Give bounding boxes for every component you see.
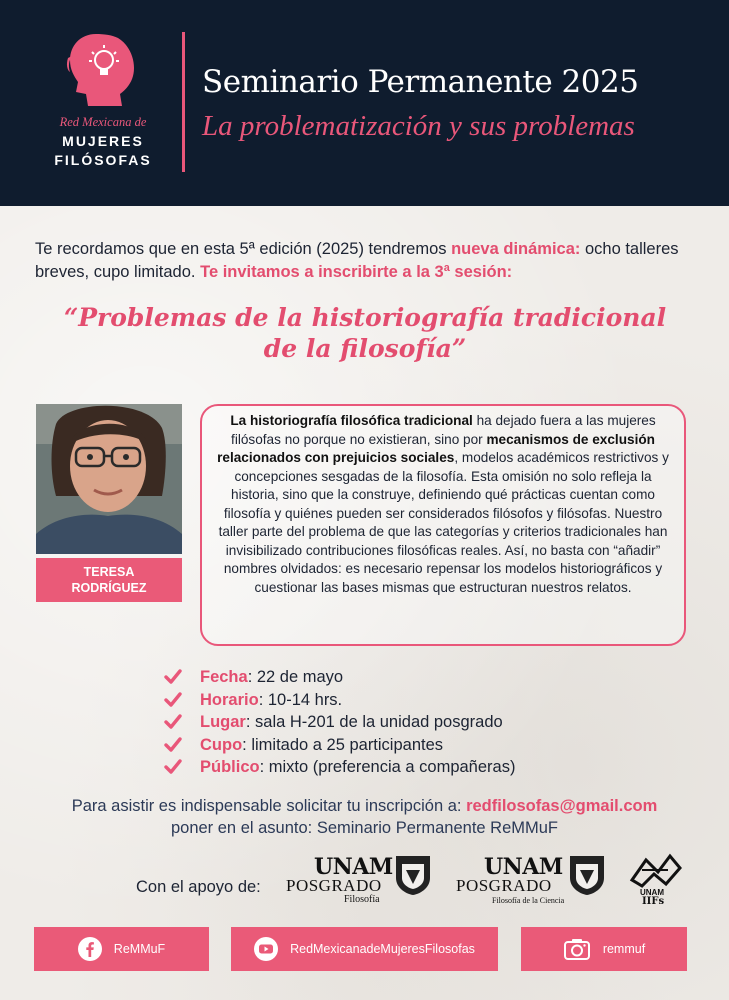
instagram-handle: remmuf (602, 942, 646, 956)
speaker-last-name: RODRÍGUEZ (71, 581, 147, 595)
registration-subject: poner en el asunto: Seminario Permanente ReMMuF (170, 819, 559, 837)
description-text-2: , modelos académicos restrictivos y concepciones sesgadas de la filosofía. Esta omisión no solo refleja la historia, sino que la construye, definiendo qué prácticas cuentan como filosofía y quiénes pueden ser considerados filósofos y filósofas. Nuestro taller parte del problema de que las categorías y criterios tradicionales han invisibilizado contribuciones filosóficas reales. Así, no basta con “añadir” nombres olvidados: es necesario repensar los modelos historiográficos y cuestionar las bases mismas que estructuran nuestros relatos. (218, 450, 669, 595)
session-title (40, 302, 690, 364)
header-banner (0, 0, 729, 206)
session-title-line2: de la filosofía” (263, 334, 467, 363)
detail-label: Lugar (200, 713, 246, 731)
camera-icon (563, 937, 591, 961)
intro-highlight-1: nueva dinámica: (451, 240, 581, 258)
detail-label: Horario (200, 690, 259, 709)
detail-label: Fecha (200, 668, 248, 686)
unam-shield-icon (568, 854, 606, 896)
intro-text-2: ocho talleres breves, cupo limitado. (35, 240, 679, 281)
detail-capacity (164, 734, 644, 757)
woman-head-lightbulb-icon (66, 30, 140, 108)
detail-label: Público (200, 758, 260, 776)
check-icon (164, 669, 182, 685)
facebook-link[interactable] (34, 927, 209, 971)
registration-email-link[interactable]: redfilosofas@gmail.com (466, 797, 658, 815)
page-subtitle: La problematización y sus problemas (202, 110, 635, 142)
unam-iifs-logo (628, 852, 684, 908)
intro-highlight-2: Te invitamos a inscribirte a la 3ª sesión: (200, 263, 513, 281)
detail-value: : 10-14 hrs. (258, 690, 343, 709)
check-icon (164, 759, 182, 775)
description-box (200, 404, 686, 646)
page-title: Seminario Permanente 2025 (202, 64, 639, 100)
logo-unam-text: UNAM (314, 854, 393, 880)
registration-line1 (20, 795, 709, 817)
logo-posgrado-text: POSGRADO (286, 876, 382, 895)
org-name-line1: MUJERES (62, 133, 144, 149)
iifs-emblem-icon (628, 852, 684, 888)
speaker-photo (36, 404, 182, 554)
detail-place (164, 711, 644, 734)
youtube-handle: RedMexicanadeMujeresFilosofas (290, 942, 475, 956)
description-bold-1: La historiografía filosófica tradicional (230, 413, 473, 428)
unam-posgrado-filosofia-logo (286, 854, 436, 906)
instagram-link[interactable] (521, 927, 687, 971)
detail-value: : limitado a 25 participantes (242, 735, 444, 754)
iifs-unam-text: UNAM (640, 888, 664, 897)
check-icon (164, 714, 182, 730)
speaker-first-name: TERESA (83, 565, 135, 579)
detail-date (164, 666, 644, 689)
description-text-1: ha dejado fuera a las mujeres filósofas no porque no existieran, sino por (231, 413, 656, 447)
iifs-text: IIFs (642, 896, 665, 907)
org-name-line2: FILÓSOFAS (54, 152, 152, 168)
registration-info (20, 795, 709, 839)
youtube-link[interactable] (231, 927, 498, 971)
detail-time (164, 689, 644, 712)
speaker-name-badge (36, 558, 182, 602)
facebook-handle: ReMMuF (113, 942, 166, 956)
registration-text: Para asistir es indispensable solicitar tu inscripción a: (71, 797, 467, 815)
logo-unam-text: UNAM (484, 854, 563, 880)
detail-label: Cupo (200, 735, 243, 754)
intro-text-1: Te recordamos que en esta 5ª edición (2025) tendremos (35, 240, 452, 258)
facebook-icon (78, 937, 102, 961)
event-details-list (164, 666, 644, 779)
detail-value: : mixto (preferencia a compañeras) (259, 758, 516, 776)
check-icon (164, 737, 182, 753)
youtube-icon (254, 937, 278, 961)
logo-sub-text: Filosofía (344, 894, 380, 905)
org-name-small: Red Mexicana de (59, 115, 147, 129)
check-icon (164, 692, 182, 708)
logo-sub-text: Filosofía de la Ciencia (492, 896, 565, 905)
session-title-line1: “Problemas de la historiografía tradicional (63, 303, 667, 332)
detail-audience (164, 756, 644, 779)
unam-posgrado-filosofia-ciencia-logo (456, 854, 606, 906)
detail-value: : sala H-201 de la unidad posgrado (245, 713, 503, 731)
detail-value: : 22 de mayo (247, 668, 344, 686)
speaker-portrait-icon (36, 404, 182, 554)
description-bold-2: mecanismos de exclusión relacionados con prejuicios sociales (217, 431, 655, 465)
unam-shield-icon (394, 854, 432, 896)
logo-posgrado-text: POSGRADO (456, 876, 552, 895)
intro-paragraph (35, 238, 700, 284)
org-name-big (40, 132, 166, 170)
support-label: Con el apoyo de: (136, 878, 261, 896)
header-divider (182, 32, 185, 172)
